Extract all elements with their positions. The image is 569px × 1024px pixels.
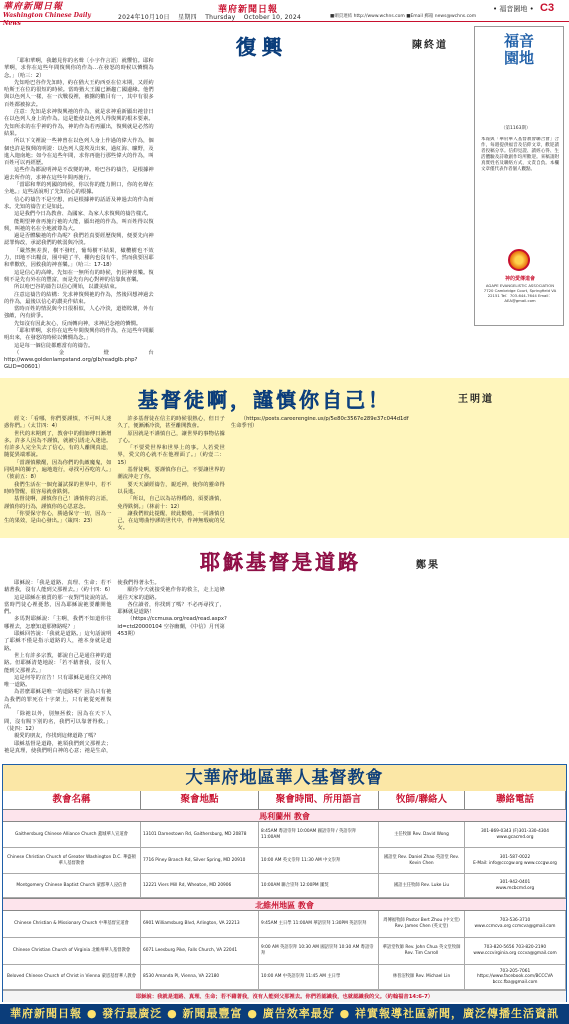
paragraph: 當時百姓的情況與今日很相似，人心冷淡，道德敗壞，外有強敵，內有紛爭。	[4, 306, 154, 320]
agape-logo-icon	[508, 249, 530, 271]
paragraph: 耶穌說：「我是道路、真理、生命；若不藉著我，沒有人能到父那裡去。」（約十四：6）	[4, 580, 114, 594]
paragraph: 「當謹慎儆醒，因為你們的仇敵魔鬼，如同吼叫的獅子，遍地遊行，尋找可吞吃的人。」（彼前五：8）	[4, 459, 112, 481]
paragraph: 注意：先知是求神復興祂的作為，就是求神重新顯出祂昔日在以色列人身上的作為。這是能使以色列人得復興的根本要素。先知所求的在乎神的作為，神的作為若再顯出，復興就是必然的結果。	[4, 109, 154, 137]
paragraph: 耶穌回答說：「我就是道路。」這句話說明了耶穌不僅是指示道路的人，祂本身就是道路。	[4, 631, 112, 652]
header-time: 聚會時間、所用語言	[259, 791, 379, 809]
church-address: 12221 Viers Mill Rd, Wheaton, MD 20906	[141, 874, 259, 897]
church-phone	[465, 938, 566, 964]
source-link[interactable]: （https://ccmusa.org/read/read.aspx?id=ctd20000104 空谷幽蘭，《中信》月刊第453期）	[117, 616, 227, 638]
paragraph: 注意這禱告的結構：先求神復興祂的作為，然後回想神過去的作為，最後以信心的讚美作結束。	[4, 291, 154, 305]
article-revival	[4, 26, 564, 378]
paragraph: 「嚴然無差異，樹不發旺，葡萄樹不結果，橄欖樹也不效力，田地不出糧食，圈中絕了羊，棚內也沒有牛，然而我要因耶和華歡欣，因救我的神喜樂。」（哈三：17-18）	[4, 247, 154, 269]
email-link[interactable]: www.cccvirginia.org cccva@gmail.com	[473, 951, 557, 956]
church-name: Chinese Christian Church of Virginia 北維州華人基督教會	[3, 938, 141, 964]
issue-number: （第1163期）	[501, 126, 531, 131]
header-date-line	[118, 12, 307, 21]
paragraph: 信心的禱告不是空想，而是根據神的話語及神過去的作為而求。先知的禱告正是如此。	[4, 196, 154, 210]
pastor-name: 國語堂 Rev. Daniel Zhao 英語堂 Rev. Kevin Chen	[379, 848, 465, 873]
sidebar-title: 福音園地	[503, 32, 534, 67]
sidebar-description: 本報與「華府華人基督教會聯合會」合作，每週提供福音及信仰文章，歡迎讀者投稿分享。信仰見證、讀經心得、生活體驗及詩歌創作均所歡迎。來稿請附真實姓名及聯絡方式，文責自負。本欄文章僅代表作者個人觀點。	[481, 137, 559, 172]
table-row	[3, 938, 566, 965]
pastor-name: 國語主任牧師 Rev. Luke Liu	[379, 874, 465, 897]
page-header	[0, 0, 569, 27]
church-address: 7716 Piney Branch Rd, Silver Spring, MD 20910	[141, 848, 259, 873]
article-author: 陳終道	[412, 40, 448, 51]
church-address: 6901 Williamsburg Blvd, Arlington, VA 22213	[141, 911, 259, 937]
phone[interactable]: 301-587-0022	[499, 854, 531, 860]
paragraph: 先知沒有因此灰心，反而轉向神，求神記念祂的憐憫。	[14, 320, 142, 327]
phone[interactable]: 301-869-0343 (F)301-330-4304	[480, 828, 550, 834]
paragraph: 這是何等的宣告！只有耶穌是通往父神的唯一道路。	[4, 674, 112, 689]
email-link[interactable]: www.ccmcva.org ccmcva@gmail.com	[474, 924, 556, 929]
article-body	[4, 416, 565, 536]
paragraph: 基督徒啊，要謹慎你自己，不要讓世界的潮流沖走了你。	[117, 467, 225, 481]
service-time: 9:00 AM 英語崇拜 10:30 AM 國語崇拜 10:30 AM 粵語崇拜	[259, 938, 379, 964]
paragraph: 為甚麼耶穌是唯一的道路呢？因為只有祂為我們的罪死在十字架上，只有祂從死裡復活。	[4, 689, 112, 711]
page-number: C3	[540, 2, 555, 14]
paragraph: 「所以，自己以為站得穩的，須要謹慎，免得跌倒。」（林前十：12）	[117, 496, 225, 510]
church-phone	[465, 822, 566, 847]
date-cn: 2024年10月10日	[118, 14, 170, 21]
email-link[interactable]: https://www.facebook.com/BCCCVA bccc.fba@gmail.com	[476, 974, 553, 985]
phone[interactable]: 703-820-5656 703-820-2190	[483, 945, 547, 951]
directory-title: 大華府地區華人基督教會	[3, 765, 566, 791]
header-location: 聚會地點	[141, 791, 259, 809]
header-title: 華府新聞日報	[218, 5, 279, 15]
email-link[interactable]: www.mcbcmd.org	[495, 885, 535, 891]
section-name: • 福音園地 •	[493, 5, 534, 13]
paragraph: 我們生活在一個充滿試探的世界中，若不時時警醒，很容易就會跌倒。	[4, 481, 112, 495]
phone[interactable]: 703-205-7061	[499, 968, 531, 974]
pastor-name: 周傳福牧師 Pastor Bert Zhou (中文堂) Rev. James Chen (英文堂)	[379, 911, 465, 937]
directory-footer-verse: 耶穌說：我就是道路、真理、生命；若不藉著我，沒有人能到父那裡去。你們若認識我，也就認識我的父。（約翰福音14:6-7）	[3, 990, 566, 1002]
church-address: 6071 Leesburg Pike, Falls Church, VA 22041	[141, 938, 259, 964]
table-row	[3, 965, 566, 990]
weekday-cn: 星期四	[178, 14, 197, 21]
church-phone	[465, 965, 566, 989]
paragraph: 「不要愛世界和世界上的事。人若愛世界，愛父的心就不在他裡面了。」（約壹二：15）	[117, 445, 225, 466]
church-name: Beloved Chinese Church of Christ in Vienna 蒙恩基督華人教會	[3, 965, 141, 989]
paragraph: 先知哈巴谷作先知時，約在猶大王約西亞在位末期，又經約哈斯王在位的很短的時候。當時猶大王國已漸趨亡國邊緣。他們與以色列人一樣，在一次戰役裡，被擄的數目有一，其中有很多百姓都被掠去。	[4, 79, 154, 108]
phone[interactable]: 301-942-0401	[499, 879, 531, 885]
article-jesus-is-the-way	[0, 540, 569, 762]
phone[interactable]: 703-536-3710	[499, 918, 531, 924]
church-address: 13101 Darnestown Rd, Gaithersburg, MD 20878	[141, 822, 259, 847]
pastor-name: 林普沼牧師 Rev. Michael Lin	[379, 965, 465, 989]
service-time: 10:00AM 聯合崇拜 12:00PM 團契	[259, 874, 379, 897]
paragraph: 能期望神會再施行祂的大能，顯出祂的作為，叫百姓得以復興，叫祂的名在全地被尊為大。	[4, 218, 154, 232]
header-church-name: 教會名稱	[3, 791, 141, 809]
paragraph: 世上有許多宗教，都說自己是通往神的道路。但耶穌清楚地說：「若不藉著我，沒有人能到父那裡去。」	[4, 652, 112, 674]
paragraph: 要天天讀經禱告，親近神，使你的靈命得以長進。	[117, 481, 225, 495]
article-title: 耶穌基督是道路	[200, 550, 361, 574]
table-row	[3, 848, 566, 874]
paragraph: 「耶和華啊，我聽見你的名聲〔小字作言語〕就懼怕。耶和華啊，求你在這些年間復興你的作為…在發怒的時候以憐憫為念。」（哈三：2）	[4, 58, 154, 79]
sidebar-org-name: 神的愛傳道會	[504, 276, 535, 282]
header-links[interactable]: ■網頁連結 http://www.wchns.com ■Email 郵箱 news@wchns.com	[330, 14, 477, 19]
paragraph: 這是每一個信徒都應當有的禱告。	[14, 342, 94, 349]
service-time: 9:45AM 主日學 11:00AM 華語崇拜 1:30PM 英語崇拜	[259, 911, 379, 937]
paragraph: 親愛的朋友，你找到這條道路了嗎？	[14, 733, 99, 740]
church-phone	[465, 848, 566, 873]
region-maryland: 馬利蘭州 教會	[3, 809, 566, 822]
article-be-careful	[0, 378, 569, 538]
paragraph: 各位讀者，你找到了嗎？不必再尋找了，耶穌就是道路！	[117, 601, 225, 616]
region-northern-virginia: 北維州地區 教會	[3, 898, 566, 911]
church-phone	[465, 911, 566, 937]
service-time: 8:45AM 粵語崇拜 10:00AM 國語崇拜 / 英語崇拜 11:00AM	[259, 822, 379, 847]
header-pastor: 牧師/聯絡人	[379, 791, 465, 809]
logo-english-text: Washington Chinese Daily News	[3, 12, 91, 27]
paragraph: 世代的末期到了，教會中的假師傅日漸增多。許多人因為不謹慎，就被引誘走入迷途。有許多人完全失去了信心，有的人離開真道，隨從異端邪說。	[4, 430, 112, 459]
paragraph: 這是信心的高峰。先知在一無所有的時候，仍因神喜樂。復興不是先有外在的豐富，而是先有內心對神的信靠與喜樂。	[4, 269, 154, 283]
paragraph: 「除祂以外，別無拯救；因為在天下人間，沒有賜下別的名，我們可以靠著得救。」（徒四：12）	[4, 711, 112, 732]
org-address: 7720 Cambridge Court, Springfield VA 22151 Tel：703-644-7644 Email：AEA@gmail.com	[483, 288, 557, 303]
page-footer-slogan: 華府新聞日報 ● 發行最廣泛 ● 新聞最豐富 ● 廣告效率最好 ● 祥實報導社區新聞，廣泛傳播生活資訊	[0, 1004, 569, 1024]
source-link[interactable]: （https://posts.careerengine.us/p/5e80c3567e289e37c044d1df 生命季刊）	[230, 416, 409, 430]
paragraph: 所以哈巴谷的禱告以信心開始，以讚美結束。	[14, 284, 120, 291]
paragraph: 多馬對耶穌說：「主啊，我們不知道你往哪裡去，怎麼知道那條路呢？」	[4, 616, 112, 630]
article-body	[4, 58, 469, 376]
paragraph: 經文：「看哪，你們要謹慎，不可叫人迷惑你們。」（太廿四：4）	[4, 416, 112, 430]
paragraph: 所以下文裡說一些神曾在以色列人身上作過的偉大作為，個個也許是復興的明證：以色列人從埃及出來，過紅海、曠野，及進入迦南地；如今在這些年間，求你再施行那些偉大的作為，叫百姓可以再經歷。	[4, 138, 154, 167]
paragraph: 基督徒啊，謹慎你自己！謹慎你的言語，謹慎你的行為，謹慎你的心思意念。	[4, 496, 112, 510]
church-name: Chinese Christian Church of Greater Washington D.C. 華盛頓華人基督教會	[3, 848, 141, 873]
sidebar-address	[479, 283, 561, 303]
paragraph: 這是耶穌在被賣的那一夜對門徒說的話。當時門徒心裡憂愁，因為耶穌說祂要離開他們。	[4, 594, 112, 616]
paragraph: 耶穌基督是道路，祂領我們到父那裡去；祂是真理，使我們明白神的心意；祂是生命，使我們得著永生。	[4, 580, 160, 754]
logo-chinese-text: 華府新聞日報	[3, 2, 64, 12]
church-address: 8530 Amanda Pl, Vienna, VA 22180	[141, 965, 259, 989]
table-row	[3, 822, 566, 848]
church-name: Montgomery Chinese Baptist Church 蒙郡華人浸信會	[3, 874, 141, 897]
date-en: October 10, 2024	[243, 14, 302, 21]
paragraph: 「耶和華啊，求你在這些年間復興你的作為，在這些年間顯明出來，在發怒的時候以憐憫為念。」	[4, 327, 154, 342]
email-link[interactable]: E-Mail: info@cccgw.org www.cccgw.org	[473, 860, 557, 866]
church-phone	[465, 874, 566, 897]
paragraph: 「你要保守你心，勝過保守一切，因為一生的果效，是由心發出。」（箴四：23）	[4, 510, 112, 525]
org-english-name: AGAPE EVANGELISTIC ASSOCIATION	[485, 283, 555, 288]
table-row	[3, 874, 566, 898]
directory-header-row	[3, 791, 566, 809]
church-name: Chinese Christian & Missionary Church 中華基督宣道會	[3, 911, 141, 937]
paragraph: 讓我們彼此提醒，彼此勸勉，一同謹慎自己，在這彎曲悖謬的世代中，作神無瑕疵的兒女。	[117, 510, 225, 532]
paragraph: 「當耶和華的列國的時候，你以你的能力開口，你的名聲在全地。」這些話說明了先知信心的根據。	[4, 182, 154, 196]
paragraph: 這是我們今日為教會、為國家、為家人求復興的禱告樣式。	[14, 211, 152, 218]
email-link[interactable]: www.gcacmd.org	[496, 834, 534, 840]
table-row	[3, 911, 566, 938]
service-time: 10:00 AM 中英語崇拜 11:45 AM 主日學	[259, 965, 379, 989]
church-directory	[2, 764, 567, 1002]
paragraph: 願你今天就接受祂作你的救主，走上這條通往天家的道路。	[117, 587, 225, 601]
pastor-name: 主任牧師 Rev. David Wong	[379, 822, 465, 847]
article-title: 基督徒啊，謹慎你自己！	[138, 388, 391, 412]
gospel-garden-sidebar	[474, 26, 564, 326]
paragraph: 過是否體驗祂的作為呢？我們若真要經歷復興，便要先向神認罪悔改，承認我們的軟弱與冷淡。	[4, 233, 154, 247]
paragraph: 這些作為都說明神是不改變的神。哈巴谷的禱告，是根據神過去所作的，求神在這些年間再施行。	[4, 167, 154, 181]
article-body	[4, 580, 565, 760]
article-author: 王明道	[458, 394, 494, 405]
church-name: Gaithersburg Chinese Alliance Church 蓋城華人宣道會	[3, 822, 141, 847]
pastor-name: 華語堂牧師 Rev. John Chua 英文堂牧師 Rev. Tim Carroll	[379, 938, 465, 964]
header-phone: 聯絡電話	[465, 791, 566, 809]
paragraph: 許多基督徒在信主的時候很熱心，但日子久了，便漸漸冷淡，甚至離開教會。	[117, 416, 225, 430]
article-author: 鄭果	[416, 560, 440, 571]
masthead-logo[interactable]	[3, 2, 93, 27]
service-time: 10:00 AM 英文崇拜 11:30 AM 中文崇拜	[259, 848, 379, 873]
weekday-en: Thursday	[205, 14, 236, 21]
article-title: 復興	[236, 35, 288, 59]
source-link[interactable]: （金燈台 http://www.goldenlampstand.org/glb/readglb.php?GLID=00601）	[4, 349, 154, 371]
paragraph: 原因就是不謹慎自己，讓世界的事物佔據了心。	[117, 430, 225, 444]
